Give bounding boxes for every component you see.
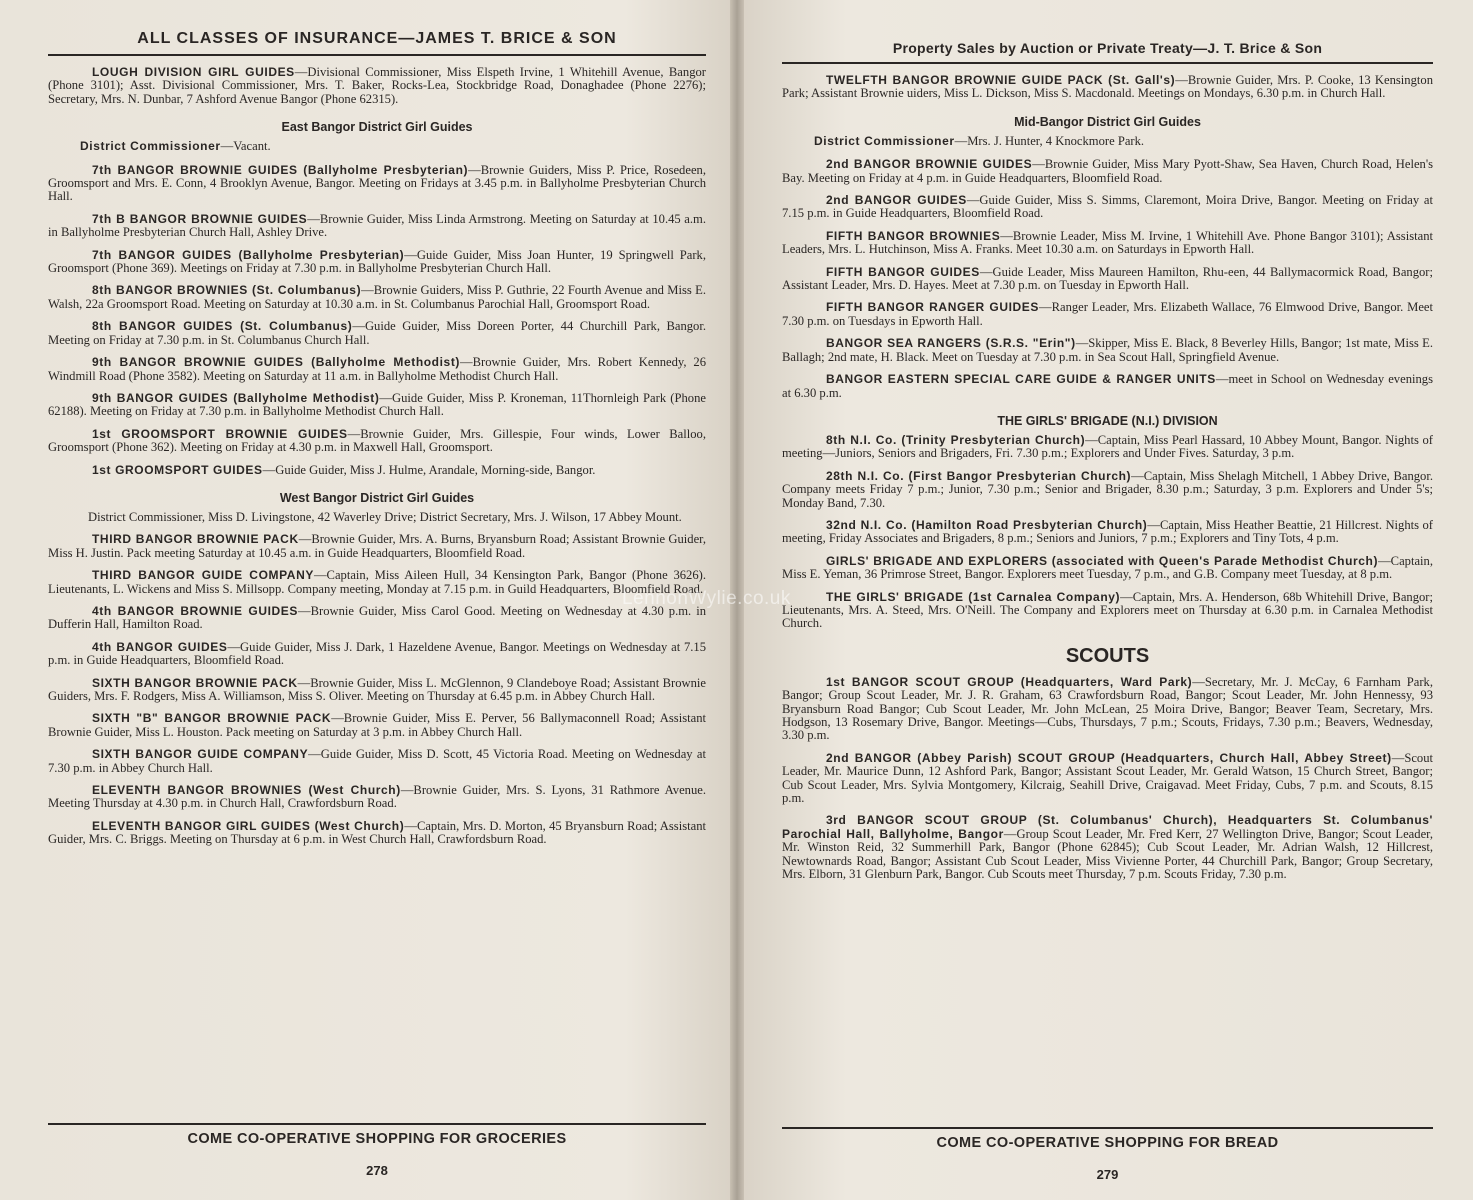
right-page-number: 279 [1096, 1167, 1119, 1182]
entry-details: —Ranger Leader, Mrs. Elizabeth Wallace, 76 Elmwood Drive, Bangor. Meet 7.30 p.m. on Tuesdays in Epworth Hall. [782, 300, 1433, 328]
entry-details: —Captain, Miss Pearl Hassard, 10 Abbey Mount, Bangor. Nights of meeting—Juniors, Seniors and Brigaders, Fri. 7.30 p.m.; Explorers and Under Fives. Saturday, 3 p.m. [782, 432, 1433, 461]
entry-title: 8th BANGOR BROWNIES (St. Columbanus) [92, 283, 362, 298]
directory-entry [48, 748, 706, 775]
right-footer-slogan: COME CO-OPERATIVE SHOPPING FOR BREAD [936, 1135, 1279, 1151]
entry-title: 9th BANGOR GUIDES (Ballyholme Methodist) [92, 390, 380, 405]
entry-title: FIFTH BANGOR BROWNIES [826, 228, 1001, 243]
entry-details: —Brownie Guider, Mrs. Gillespie, Four winds, Lower Balloo, Groomsport (Phone 362). Meeting on Friday at 4.30 p.m. in Maxwell Hall, Groomsport. [48, 426, 706, 455]
directory-entry [782, 434, 1433, 461]
entry-details: —Brownie Guider, Miss E. Perver, 56 Ballymaconnell Road; Assistant Brownie Guider, Miss L. Houston. Pack meeting on Saturday at 3 p.m. in Abbey Church Hall. [48, 711, 706, 739]
entry-details: —Guide Guider, Miss J. Hulme, Arandale, Morning-side, Bangor. [262, 462, 596, 477]
left-page-content [48, 66, 706, 847]
directory-entry [782, 752, 1433, 806]
entry-title: BANGOR EASTERN SPECIAL CARE GUIDE & RANGER UNITS [826, 372, 1216, 387]
directory-entry [782, 470, 1433, 510]
entry-details: —Brownie Leader, Miss M. Irvine, 1 Whitehill Ave. Phone Bangor 3101); Assistant Leaders, Mrs. L. Hutchinson, Miss A. Franks. Meet 10.30 a.m. on Saturdays in Epworth Hall. [782, 228, 1433, 257]
left-footer-slogan: COME CO-OPERATIVE SHOPPING FOR GROCERIES [187, 1131, 567, 1147]
entry-title: 7th B BANGOR BROWNIE GUIDES [92, 211, 308, 226]
directory-entry [48, 641, 706, 668]
left-entries-b [48, 164, 706, 477]
entry-details: —Brownie Guider, Mrs. P. Cooke, 13 Kensington Park; Assistant Brownie uiders, Miss L. Dickson, Miss S. Macdonald. Meetings on Mondays, 6.30 p.m. in Church Hall. [782, 73, 1433, 101]
right-page-content [782, 74, 1433, 881]
entry-details: —Brownie Guiders, Miss P. Guthrie, 22 Fourth Avenue and Miss E. Walsh, 22a Groomsport Road. Meeting on Saturday at 10.30 a.m. in St. Columbanus Parochial Hall, Groomsport Road. [48, 283, 706, 311]
entry-details: —Secretary, Mr. J. McCay, 6 Farnham Park, Bangor; Group Scout Leader, Mr. J. R. Graham, 63 Crawfordsburn Road, Bangor; Scout Leader, Mr. John Hennessy, 93 Bryansburn Road Bangor; Cub Scout Leader, Mr. John McLean, 25 Moira Drive, Bangor; Beaver Team, Secretary, Mrs. Hodgson, 13 Rosemary Drive, Bangor. Meetings—Cubs, Thursdays, 7 p.m.; Scouts, Fridays, 7.30 p.m.; Beavers, Wednesday, 3.30 p.m. [782, 674, 1433, 743]
directory-entry [48, 284, 706, 311]
entry-details: —Captain, Mrs. D. Morton, 45 Bryansburn Road; Assistant Guider, Mrs. C. Briggs. Meeting on Thursday at 6 p.m. in West Church Hall, Crawfordsburn Road. [48, 818, 706, 847]
right-footer-rule [782, 1127, 1433, 1129]
entry-details: —Brownie Guiders, Miss P. Price, Rosedeen, Groomsport and Mrs. E. Conn, 4 Brooklyn Avenue, Bangor. Meeting on Fridays at 3.45 p.m. in Ballyholme Presbyterian Church Hall. [48, 162, 706, 204]
section-heading-east-bangor: East Bangor District Girl Guides [281, 120, 473, 135]
directory-entry [48, 164, 706, 204]
directory-entry [48, 213, 706, 240]
directory-entry [48, 820, 706, 847]
entry-details: —Brownie Guider, Mrs. Robert Kennedy, 26 Windmill Road (Phone 3582). Meeting on Saturday at 11 a.m. in Ballyholme Methodist Church Hall. [48, 355, 706, 383]
entry-title: FIFTH BANGOR RANGER GUIDES [826, 300, 1039, 315]
directory-entry [48, 533, 706, 560]
directory-entry [48, 428, 706, 455]
mid-commissioner-line [814, 135, 1433, 148]
east-commissioner-text: —Vacant. [220, 139, 271, 154]
entry-title: THIRD BANGOR GUIDE COMPANY [92, 568, 314, 583]
directory-entry [782, 591, 1433, 631]
section-heading-scouts: SCOUTS [1065, 644, 1150, 667]
entry-details: —Skipper, Miss E. Black, 8 Beverley Hills, Bangor; 1st mate, Miss E. Ballagh; 2nd mate, H. Black. Meet on Tuesday at 7.30 p.m. in Sea Scout Hall, Springfield Avenue. [782, 336, 1434, 364]
directory-entry [782, 74, 1433, 101]
entry-title: SIXTH "B" BANGOR BROWNIE PACK [92, 711, 332, 726]
entry-details: —Captain, Mrs. A. Henderson, 68b Whitehill Drive, Bangor; Lieutenants, Mrs. A. Steed, Mrs. O'Neill. The Company and Explorers meet on Thursday at 6.30 p.m. in Carnalea Methodist Church. [782, 589, 1433, 631]
left-footer [48, 1123, 706, 1200]
entry-details: —Guide Guider, Miss Joan Hunter, 19 Springwell Park, Groomsport (Phone 369). Meetings on Friday at 7.30 p.m. in Ballyholme Presbyterian Church Hall. [48, 247, 706, 276]
entry-title: 3rd BANGOR SCOUT GROUP (St. Columbanus' Church), Headquarters St. Columbanus' Parochial Hall, Ballyholme, Bangor [782, 813, 1433, 841]
entry-title: FIFTH BANGOR GUIDES [826, 264, 980, 279]
entry-details: —Brownie Guider, Miss Linda Armstrong. Meeting on Saturday at 10.45 a.m. in Ballyholme Presbyterian Church Hall, Ashley Drive. [48, 211, 706, 240]
entry-details: —Brownie Guider, Miss Mary Pyott-Shaw, Sea Haven, Church Road, Helen's Bay. Meeting on Friday at 4 p.m. in Guide Headquarters, Bloomfield Road. [782, 157, 1434, 185]
entry-details: —Captain, Miss Heather Beattie, 21 Hillcrest. Nights of meeting, Friday Associates and Brigaders, 8 p.m.; Seniors and Juniors, 7 p.m.; Explorers and Tiny Tots, 4 p.m. [782, 517, 1433, 546]
right-entries-d [782, 676, 1433, 882]
entry-title: 1st BANGOR SCOUT GROUP (Headquarters, Ward Park) [826, 674, 1193, 689]
directory-entry [48, 677, 706, 704]
directory-entry [48, 712, 706, 739]
entry-title: 1st GROOMSPORT BROWNIE GUIDES [92, 426, 348, 441]
directory-entry [782, 194, 1433, 221]
directory-entry [782, 555, 1433, 582]
entry-details: —Brownie Guider, Mrs. A. Burns, Bryansburn Road; Assistant Brownie Guider, Miss H. Justin. Pack meeting Saturday at 10.45 a.m. in Guide Headquarters, Bloomfield Road. [48, 532, 706, 560]
entry-title: SIXTH BANGOR GUIDE COMPANY [92, 747, 309, 762]
entry-details: —Guide Guider, Miss Doreen Porter, 44 Churchill Park, Bangor. Meeting on Friday at 7.30 p.m. in St. Columbanus Church Hall. [48, 319, 706, 347]
entry-details: —Guide Guider, Miss S. Simms, Claremont, Moira Drive, Bangor. Meeting on Friday at 7.15 p.m. in Guide Headquarters, Bloomfield Road. [782, 193, 1434, 221]
entry-title: BANGOR SEA RANGERS (S.R.S. "Erin") [826, 336, 1076, 351]
entry-title: 4th BANGOR GUIDES [92, 639, 228, 654]
right-page [736, 0, 1473, 1200]
mid-commissioner-text: —Mrs. J. Hunter, 4 Knockmore Park. [954, 133, 1145, 148]
directory-entry [782, 519, 1433, 546]
entry-title: SIXTH BANGOR BROWNIE PACK [92, 675, 298, 690]
west-commissioner-line: District Commissioner, Miss D. Livingstone, 42 Waverley Drive; District Secretary, Mrs. J. Wilson, 17 Abbey Mount. [88, 509, 682, 524]
entry-title: ELEVENTH BANGOR GIRL GUIDES (West Church) [92, 818, 405, 833]
east-commissioner-line [80, 140, 706, 153]
entry-details: —Guide Guider, Miss D. Scott, 45 Victoria Road. Meeting on Wednesday at 7.30 p.m. in Abbey Church Hall. [48, 747, 706, 775]
entry-title: 7th BANGOR GUIDES (Ballyholme Presbyterian) [92, 247, 405, 262]
directory-entry [48, 392, 706, 419]
directory-entry [48, 66, 706, 106]
entry-title: 9th BANGOR BROWNIE GUIDES (Ballyholme Methodist) [92, 355, 461, 370]
directory-entry [48, 605, 706, 632]
section-heading-west-bangor: West Bangor District Girl Guides [279, 490, 475, 505]
directory-entry [782, 676, 1433, 743]
entry-details: —Brownie Guider, Mrs. S. Lyons, 31 Rathmore Avenue. Meeting Thursday at 4.30 p.m. in Church Hall, Crawfordsburn Road. [48, 783, 706, 811]
entry-title: 1st GROOMSPORT GUIDES [92, 462, 263, 477]
entry-title: 32nd N.I. Co. (Hamilton Road Presbyterian Church) [826, 517, 1148, 532]
directory-entry [782, 814, 1433, 881]
entry-details: —meet in School on Wednesday evenings at 6.30 p.m. [782, 372, 1433, 400]
entry-title: ELEVENTH BANGOR BROWNIES (West Church) [92, 783, 401, 798]
entry-title: 8th BANGOR GUIDES (St. Columbanus) [92, 319, 353, 334]
entry-details: —Captain, Miss E. Yeman, 36 Primrose Street, Bangor. Explorers meet Tuesday, 7 p.m., and G.B. Company meet Tuesday, at 8 p.m. [782, 553, 1433, 582]
right-entries-a [782, 74, 1433, 101]
right-entries-b [782, 158, 1433, 400]
entry-title: LOUGH DIVISION GIRL GUIDES [92, 65, 295, 79]
directory-entry [48, 320, 706, 347]
watermark: LennonWylie.co.uk [622, 588, 791, 609]
entry-details: —Guide Leader, Miss Maureen Hamilton, Rhu-een, 44 Ballymacormick Road, Bangor; Assistant Leader, Mrs. D. Hayes. Meet at 7.30 p.m. on Tuesday in Epworth Hall. [782, 264, 1433, 293]
entry-title: 2nd BANGOR BROWNIE GUIDES [826, 157, 1033, 172]
directory-entry [782, 301, 1433, 328]
entry-title: 28th N.I. Co. (First Bangor Presbyterian Church) [826, 468, 1132, 483]
directory-entry [48, 249, 706, 276]
entry-details: —Captain, Miss Aileen Hull, 34 Kensington Park, Bangor (Phone 3626). Lieutenants, L. Wickens and Miss S. Millsopp. Company meeting, Monday at 7.15 p.m. in Guild Headquarters, Bloomfield Road. [48, 568, 706, 596]
entry-details: —Brownie Guider, Miss Carol Good. Meeting on Wednesday at 4.30 p.m. in Dufferin Hall, Hamilton Road. [48, 603, 706, 632]
directory-entry [782, 337, 1433, 364]
directory-entry [782, 158, 1433, 185]
section-heading-girls-brigade: THE GIRLS' BRIGADE (N.I.) DIVISION [997, 413, 1218, 428]
entry-details: —Captain, Miss Shelagh Mitchell, 1 Abbey Drive, Bangor. Company meets Friday 7 p.m.; Junior, 7.30 p.m.; Senior and Brigader, 8.30 p.m.; Saturday, 3 p.m. Explorers and Under 5's; Monday Band, 7.30. [782, 468, 1433, 510]
entry-title: THE GIRLS' BRIGADE (1st Carnalea Company) [826, 589, 1121, 604]
right-running-header: Property Sales by Auction or Private Treaty—J. T. Brice & Son [782, 40, 1433, 64]
right-entries-c [782, 434, 1433, 631]
entry-title: 2nd BANGOR GUIDES [826, 193, 967, 208]
entry-details: —Guide Guider, Miss J. Dark, 1 Hazeldene Avenue, Bangor. Meetings on Wednesday at 7.15 p.m. in Guide Headquarters, Bloomfield Road. [48, 639, 706, 668]
entry-title: 2nd BANGOR (Abbey Parish) SCOUT GROUP (Headquarters, Church Hall, Abbey Street) [826, 750, 1392, 765]
left-footer-rule [48, 1123, 706, 1125]
entry-title: 7th BANGOR BROWNIE GUIDES (Ballyholme Presbyterian) [92, 162, 469, 177]
entry-details: —Group Scout Leader, Mr. Fred Kerr, 27 Wellington Drive, Bangor; Scout Leader, Mr. Winston Reid, 32 Summerhill Park, Bangor (Phone 62845); Cub Scout Leader, Mr. Adrian Walsh, 12 Hillcrest, Newtownards Road, Bangor; Assistant Cub Scout Leader, Miss Vivienne Porter, 44 Churchill Park, Bangor; Group Secretary, Mrs. Elborn, 31 Glenburn Park, Bangor. Cub Scouts meet Thursday, 7 p.m. Scouts Friday, 7.30 p.m. [782, 826, 1433, 882]
directory-entry [782, 373, 1433, 400]
section-heading-mid-bangor: Mid-Bangor District Girl Guides [1014, 114, 1201, 129]
entry-title: GIRLS' BRIGADE AND EXPLORERS (associated with Queen's Parade Methodist Church) [826, 553, 1379, 568]
entry-title: 4th BANGOR BROWNIE GUIDES [92, 603, 299, 618]
entry-details: —Divisional Commissioner, Miss Elspeth Irvine, 1 Whitehill Avenue, Bangor (Phone 3101); Asst. Divisional Commissioner, Mrs. T. Baker, Rocks-Lea, Stockbridge Road, Donaghadee (Phone 2276); Secretary, Mrs. N. Dunbar, 7 Ashford Avenue Bangor (Phone 62315). [48, 65, 706, 106]
left-entries-a [48, 66, 706, 106]
left-running-header: ALL CLASSES OF INSURANCE—JAMES T. BRICE & SON [48, 30, 706, 56]
entry-title: TWELFTH BANGOR BROWNIE GUIDE PACK (St. Gall's) [826, 73, 1176, 87]
entry-details: —Brownie Guider, Miss L. McGlennon, 9 Clandeboye Road; Assistant Brownie Guiders, Mrs. F. Rodgers, Miss A. Williamson, Miss S. Oliver. Meeting on Thursday at 6.45 p.m. in Abbey Church Hall. [48, 675, 707, 703]
directory-entry [48, 464, 706, 477]
entry-details: —Guide Guider, Miss P. Kroneman, 11Thornleigh Park (Phone 62188). Meeting on Friday at 7.30 p.m. in Ballyholme Methodist Church Hall. [48, 390, 706, 419]
east-commissioner-label: District Commissioner [80, 139, 221, 154]
directory-entry [48, 784, 706, 811]
directory-entry [782, 230, 1433, 257]
left-entries-c [48, 533, 706, 846]
directory-entry [48, 356, 706, 383]
left-page-number: 278 [366, 1163, 388, 1178]
entry-title: 8th N.I. Co. (Trinity Presbyterian Church) [826, 432, 1086, 447]
mid-commissioner-label: District Commissioner [814, 133, 955, 148]
entry-title: THIRD BANGOR BROWNIE PACK [92, 532, 299, 547]
directory-entry [48, 569, 706, 596]
entry-details: —Scout Leader, Mr. Maurice Dunn, 12 Ashford Park, Bangor; Assistant Scout Leader, Mr. Gerald Watson, 15 Church Street, Bangor; Cub Scout Leader, Mrs. Sylvia Montgomery, Kilcraig, Seahill Drive, Craigavad. Meet Friday, Cubs, 7 p.m. and Scouts, 8.15 p.m. [782, 750, 1433, 806]
directory-entry [782, 266, 1433, 293]
right-footer [782, 1127, 1433, 1200]
